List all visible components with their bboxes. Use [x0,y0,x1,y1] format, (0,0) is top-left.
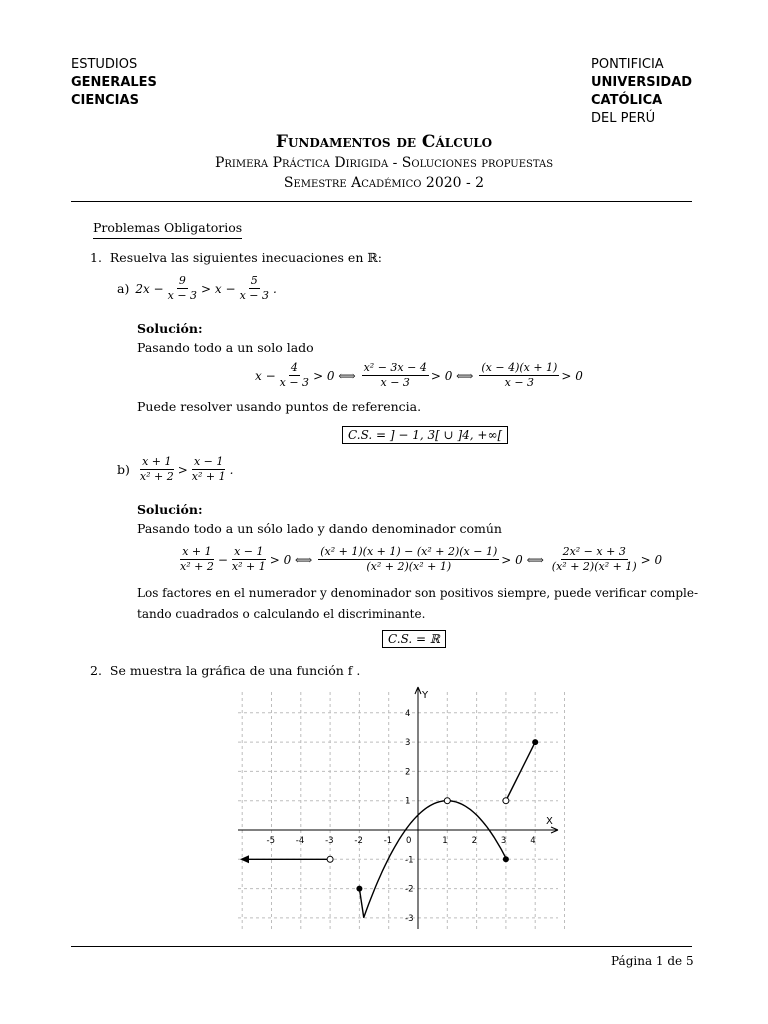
fraction [230,545,268,574]
answer-1b-box: C.S. = ℝ [382,630,446,648]
graph-ticks [267,709,536,924]
numerator: 4 [290,361,298,374]
fraction [138,455,176,484]
graph-axes [238,687,558,929]
faculty-line-3: CIENCIAS [71,93,139,108]
closed-point [356,886,362,892]
faculty-line-1: ESTUDIOS [71,57,138,72]
closed-point [503,856,509,862]
y-axis-label: Y [422,690,429,701]
expr-text: . [272,281,277,296]
expr-text: > [177,462,188,477]
open-point [327,856,333,862]
problem-2-text: Se muestra la gráfica de una función f . [109,663,361,678]
faculty-name [71,56,157,110]
numerator: (x² + 1)(x + 1) − (x² + 2)(x − 1) [320,545,498,558]
x-tick-label: -3 [325,836,334,846]
solution-1b-step1: Pasando todo a un sólo lado y dando denominador común [137,521,502,536]
x-tick-label: 4 [530,836,536,846]
x-tick-label: 2 [471,836,478,846]
graph-points [327,739,538,892]
numerator: 2x² − x + 3 [562,545,626,558]
x-tick-label: 3 [500,836,507,846]
fraction [550,545,639,574]
numerator: x² − 3x − 4 [363,361,427,374]
numerator: (x − 4)(x + 1) [481,361,558,374]
x-tick-label: 1 [442,836,448,846]
solution-1b-equivalences [176,545,662,574]
fraction [178,545,216,574]
answer-1a-box: C.S. = ] − 1, 3[ ∪ ]4, +∞[ [342,426,508,444]
denominator: x − 3 [380,376,410,389]
solution-1a-step2: Puede resolver usando puntos de referencia. [137,399,422,414]
faculty-line-2: GENERALES [71,75,157,90]
problem-2-statement [90,662,360,680]
solution-1a-equivalences [255,361,583,390]
denominator: (x² + 2)(x² + 1) [366,560,452,573]
expr-text: > 0 [640,552,663,567]
footer-divider [71,946,692,947]
x-tick-label: -2 [354,836,363,846]
numerator: x + 1 [182,545,212,558]
graph-grid [238,692,565,929]
x-tick-label: -1 [383,836,393,846]
x-axis-label: X [546,816,553,827]
practice-title: Primera Práctica Dirigida - Soluciones propuestas [214,155,554,171]
denominator: x² + 1 [231,560,266,573]
problem-1-number: 1. [90,250,102,265]
expr-text: > 0 ⟺ [269,552,313,567]
fraction [318,545,499,574]
expr-text: > 0 [561,368,583,383]
section-heading: Problemas Obligatorios [93,219,242,239]
problem-1b-inequality [117,455,233,484]
numerator: x − 1 [234,545,264,558]
denominator: x − 3 [167,289,198,302]
y-tick-label: -1 [405,855,414,866]
fraction [238,274,271,303]
function-graph [236,684,566,934]
solution-1b-step2-line2: tando cuadrados o calculando el discriminante. [137,607,426,621]
expr-text: > x − [201,281,236,296]
expr-text: − [217,552,228,567]
numerator: 9 [178,274,186,287]
x-tick-label: -4 [295,836,305,846]
problem-1a-label: a) [117,280,130,296]
x-tick-label: 0 [406,836,412,846]
expr-text: > 0 ⟺ [430,368,474,383]
fraction [362,361,429,390]
y-tick-label: 4 [405,708,411,719]
solution-1b-step2-line1: Los factores en el numerador y denominador son positivos siempre, puede verificar comple- [137,586,698,600]
denominator: x − 3 [279,376,310,389]
denominator: x − 3 [504,376,535,389]
denominator: x² + 2 [180,560,214,573]
x-tick-label: -5 [266,836,275,846]
university-line-1: PONTIFICIA [591,57,664,72]
numerator: x − 1 [193,455,224,468]
university-line-3: CATÓLICA [591,93,663,108]
denominator: x² + 1 [191,470,226,483]
y-tick-label: 3 [405,738,411,749]
denominator: x² + 2 [139,470,174,483]
expr-text: x − [255,368,276,383]
problem-1-statement [90,249,382,267]
y-tick-label: 1 [405,796,411,807]
expr-text: . [229,462,234,477]
open-point [503,798,509,804]
university-line-4: DEL PERÚ [591,111,656,126]
solution-1b-label: Solución: [137,502,203,517]
problem-2-number: 2. [90,663,102,678]
title-divider [71,201,692,202]
fraction [278,361,311,390]
solution-1a-step1: Pasando todo a un solo lado [137,340,314,355]
semester-title: Semestre Académico 2020 - 2 [283,175,485,191]
fraction [479,361,559,390]
left-ray-arrow [240,855,249,863]
numerator: x + 1 [142,455,172,468]
open-point [444,798,450,804]
denominator: (x² + 2)(x² + 1) [551,560,637,573]
y-tick-label: -3 [405,913,414,924]
fraction [190,455,228,484]
fraction [166,274,199,303]
course-title: Fundamentos de Cálculo [275,132,493,152]
steep-segment [359,889,363,918]
problem-1b-label: b) [117,461,130,477]
expr-text: > 0 ⟺ [313,368,356,383]
problem-1a-inequality [117,274,277,303]
university-name [591,56,692,128]
page-number: Página 1 de 5 [611,954,694,968]
closed-point [532,739,538,745]
y-tick-label: -2 [405,884,414,895]
problem-1-text: Resuelva las siguientes inecuaciones en ℝ: [109,250,382,265]
expr-text: 2x − [135,281,164,296]
denominator: x − 3 [239,289,269,302]
solution-1a-label: Solución: [137,321,203,336]
university-line-2: UNIVERSIDAD [591,75,693,90]
expr-text: > 0 ⟺ [501,552,544,567]
y-tick-label: 2 [405,767,411,778]
numerator: 5 [250,274,258,287]
solution-1b-step2 [137,583,698,625]
